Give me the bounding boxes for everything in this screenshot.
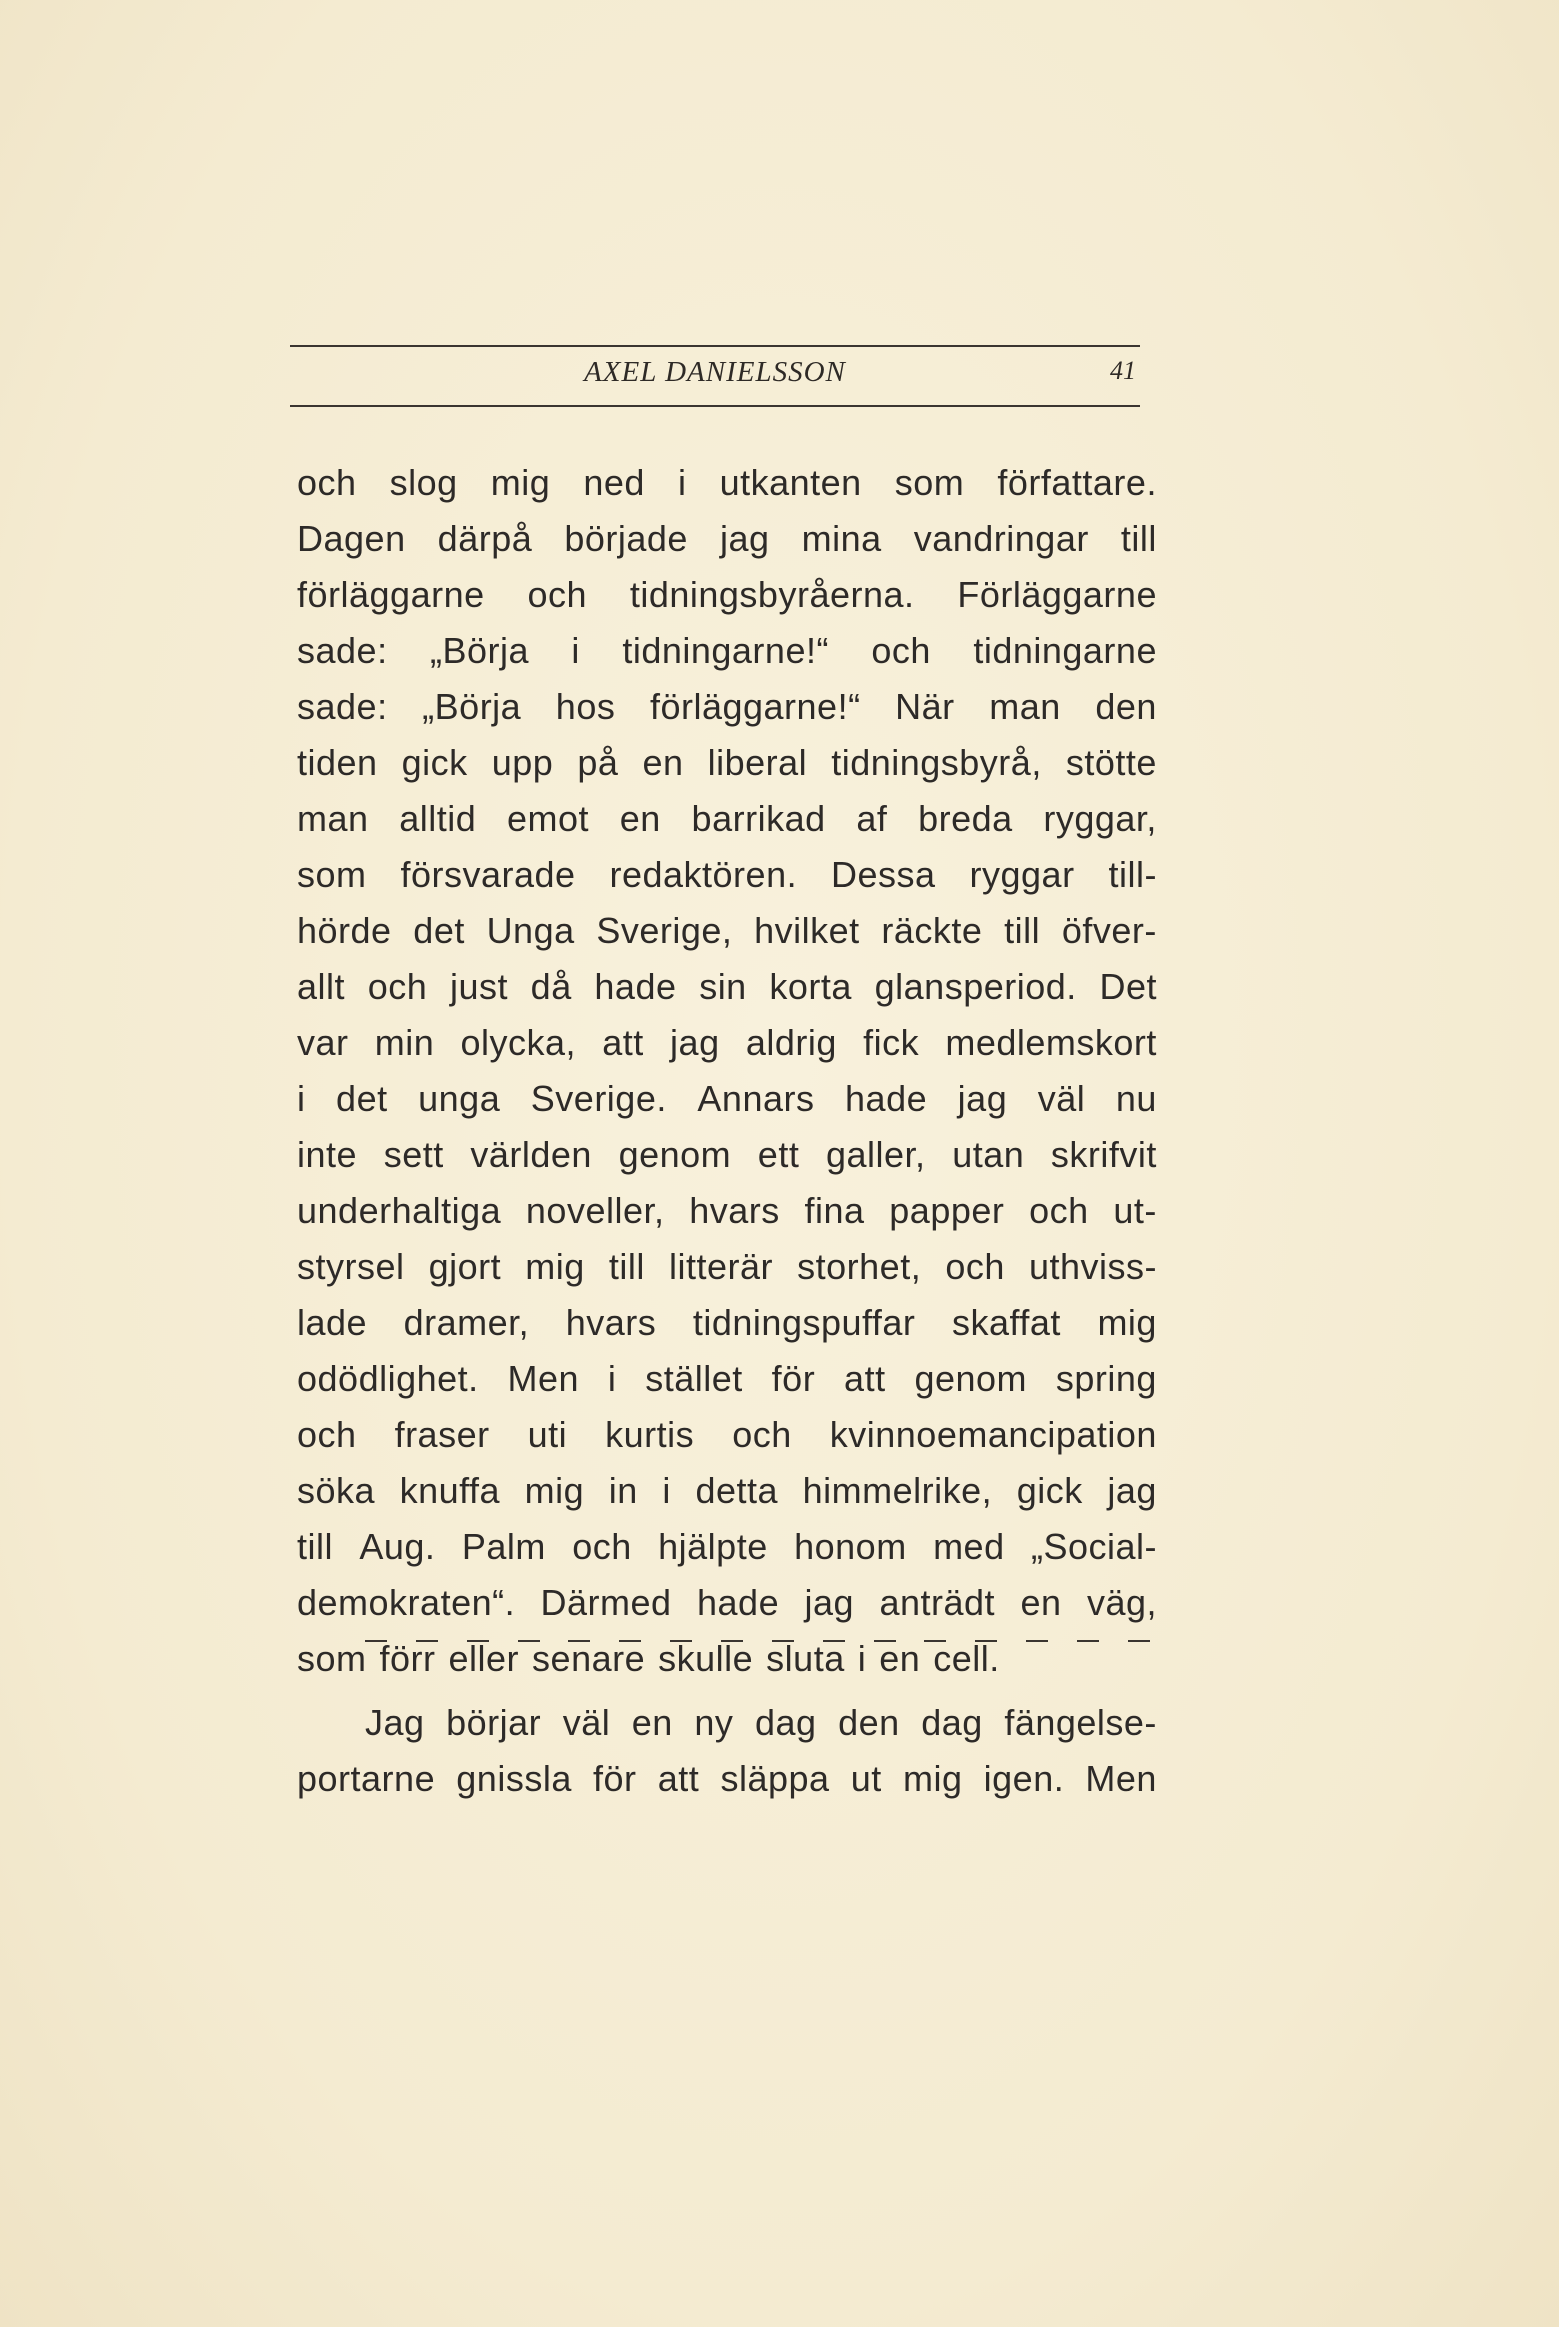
separator-dash bbox=[1128, 1640, 1150, 1642]
separator-dash bbox=[416, 1640, 438, 1642]
text-line: som förr eller senare skulle sluta i en cell. bbox=[297, 1638, 1000, 1679]
text-line: och fraser uti kurtis och kvinnoemancipation bbox=[297, 1414, 1157, 1455]
section-separator bbox=[365, 1640, 1150, 1642]
separator-dash bbox=[874, 1640, 896, 1642]
separator-dash bbox=[721, 1640, 743, 1642]
text-line: sade: „Börja i tidningarne!“ och tidningarne bbox=[297, 630, 1157, 671]
paragraph-2 bbox=[297, 1695, 1157, 1807]
text-line: Dagen därpå började jag mina vandringar till bbox=[297, 518, 1157, 559]
text-line: underhaltiga noveller, hvars fina papper och ut- bbox=[297, 1190, 1157, 1231]
text-line: man alltid emot en barrikad af breda ryggar, bbox=[297, 798, 1157, 839]
text-line: odödlighet. Men i stället för att genom spring bbox=[297, 1358, 1157, 1399]
text-line: som försvarade redaktören. Dessa ryggar till- bbox=[297, 854, 1157, 895]
text-line: söka knuffa mig in i detta himmelrike, gick jag bbox=[297, 1470, 1157, 1511]
text-line: sade: „Börja hos förläggarne!“ När man den bbox=[297, 686, 1157, 727]
text-line: hörde det Unga Sverige, hvilket räckte till öfver- bbox=[297, 910, 1157, 951]
text-line: till Aug. Palm och hjälpte honom med „Social- bbox=[297, 1526, 1157, 1567]
header-rule-top bbox=[290, 345, 1140, 347]
text-line: tiden gick upp på en liberal tidningsbyrå, stötte bbox=[297, 742, 1157, 783]
separator-dash bbox=[823, 1640, 845, 1642]
separator-dash bbox=[568, 1640, 590, 1642]
separator-dash bbox=[518, 1640, 540, 1642]
running-title: AXEL DANIELSSON bbox=[584, 356, 846, 388]
text-line: portarne gnissla för att släppa ut mig igen. Men bbox=[297, 1758, 1157, 1799]
separator-dash bbox=[365, 1640, 387, 1642]
running-head bbox=[290, 350, 1140, 400]
header-rule-bottom bbox=[290, 405, 1140, 407]
text-line: inte sett världen genom ett galler, utan skrifvit bbox=[297, 1134, 1157, 1175]
separator-dash bbox=[619, 1640, 641, 1642]
text-line: och slog mig ned i utkanten som författare. bbox=[297, 462, 1157, 503]
separator-dash bbox=[975, 1640, 997, 1642]
text-line: förläggarne och tidningsbyråerna. Förläggarne bbox=[297, 574, 1157, 615]
paragraph-1 bbox=[297, 455, 1157, 1687]
text-line: lade dramer, hvars tidningspuffar skaffat mig bbox=[297, 1302, 1157, 1343]
separator-dash bbox=[1077, 1640, 1099, 1642]
text-line: allt och just då hade sin korta glansperiod. Det bbox=[297, 966, 1157, 1007]
separator-dash bbox=[772, 1640, 794, 1642]
separator-dash bbox=[670, 1640, 692, 1642]
separator-dash bbox=[467, 1640, 489, 1642]
separator-dash bbox=[1026, 1640, 1048, 1642]
text-line: styrsel gjort mig till litterär storhet, och uthviss- bbox=[297, 1246, 1157, 1287]
text-line: demokraten“. Därmed hade jag anträdt en väg, bbox=[297, 1582, 1157, 1623]
separator-dash bbox=[924, 1640, 946, 1642]
page-number: 41 bbox=[1110, 356, 1136, 385]
text-line: var min olycka, att jag aldrig fick medlemskort bbox=[297, 1022, 1157, 1063]
text-line: i det unga Sverige. Annars hade jag väl nu bbox=[297, 1078, 1157, 1119]
text-line: Jag börjar väl en ny dag den dag fängelse- bbox=[365, 1702, 1157, 1743]
